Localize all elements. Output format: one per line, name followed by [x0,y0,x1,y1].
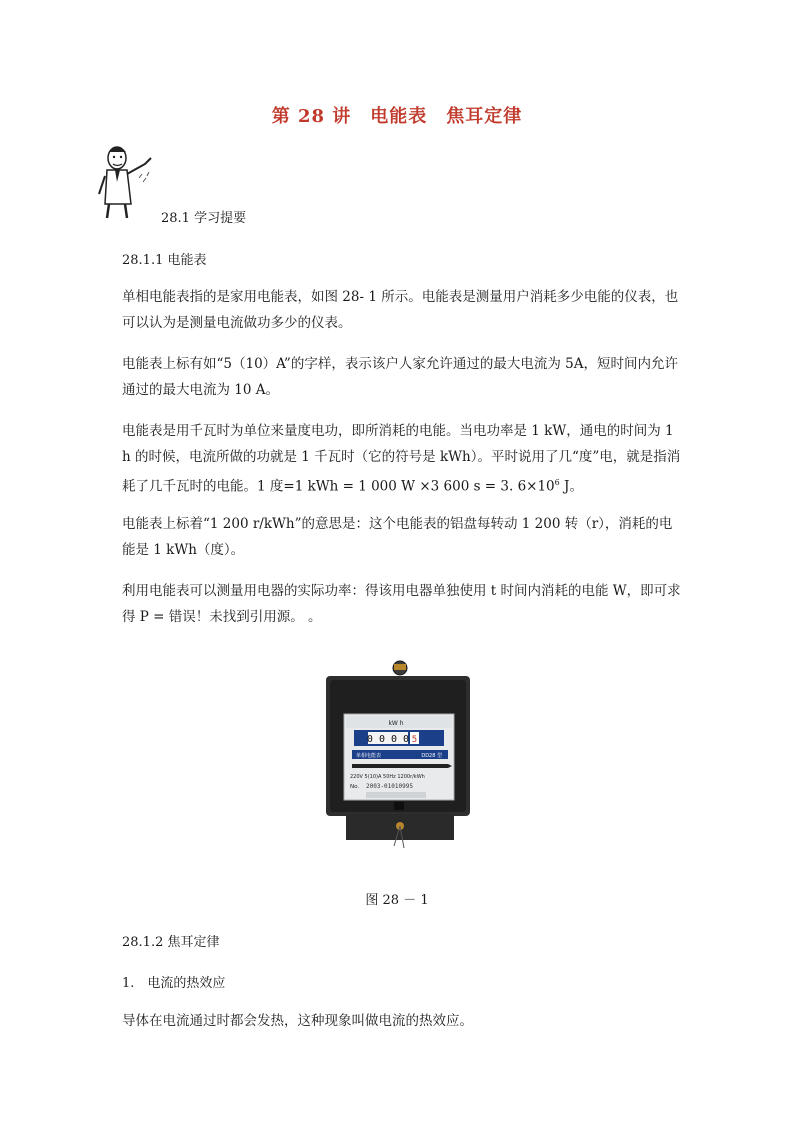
meter-no-label: No. [350,784,360,790]
meter-model: DD28 型 [421,753,442,759]
exponent: 6 [554,478,560,487]
subsection-heading: 28.1.2 焦耳定律 [122,935,220,950]
paragraph [122,285,682,336]
paragraph-text: J。 [559,478,583,495]
meter-counter: 0 0 0 0 [366,734,410,745]
figure-caption: 图 28 － 1 [365,893,429,908]
paragraph-text: 导体在电流通过时都会发热，这种现象叫做电流的热效应。 [122,1013,473,1029]
paragraph-text: 电能表上标有如“5（10）A”的字样，表示该户人家允许通过的最大电流为 5A，短时间内允许通过的最大电流为 10 A。 [122,356,678,398]
paragraph-text: 单相电能表指的是家用电能表，如图 28- 1 所示。电能表是测量用户消耗多少电能的仪表，也可以认为是测量电流做功多少的仪表。 [122,289,679,331]
paragraph [122,512,682,563]
list-item: 1. 电流的热效应 [122,976,226,991]
subsection-heading: 28.1.1 电能表 [122,253,207,268]
paragraph-text: 利用电能表可以测量用电器的实际功率：得该用电器单独使用 t 时间内消耗的电能 W，即可求得 P = 错误！未找到引用源。 。 [122,583,681,625]
paragraph [122,419,682,500]
paragraph [122,1009,682,1035]
meter-number: 2003-01010995 [366,783,413,790]
section-heading: 28.1 学习提要 [161,211,247,226]
electric-meter-figure [322,658,474,852]
meter-specs: 220V 5(10)A 50Hz 1200r/kWh [350,774,425,780]
paragraph-text [122,419,682,500]
paragraph-text: 电能表是用千瓦时为单位来量度电功，即所消耗的电能。当电功率是 1 kW，通电的时间为 1 h 的时候，电流所做的功就是 1 千瓦时（它的符号是 kWh）。平时说用了几“度”电，就是指消耗了几千瓦时的电能。1 度=1 kWh = 1 000 W ×3 600 s = 3. 6×10 [122,423,681,495]
meter-counter-last: 5 [411,735,418,745]
paragraph [122,352,682,403]
cartoon-teacher-illustration [95,144,161,220]
page-title: 第 28 讲 电能表 焦耳定律 [271,106,523,127]
paragraph [122,579,682,630]
meter-unit-label: kW h [388,720,404,727]
meter-type-label: 单相电能表 [356,753,382,759]
paragraph-text: 电能表上标着“1 200 r/kWh”的意思是：这个电能表的铝盘每转动 1 200 转（r），消耗的电能是 1 kWh（度）。 [122,516,673,558]
